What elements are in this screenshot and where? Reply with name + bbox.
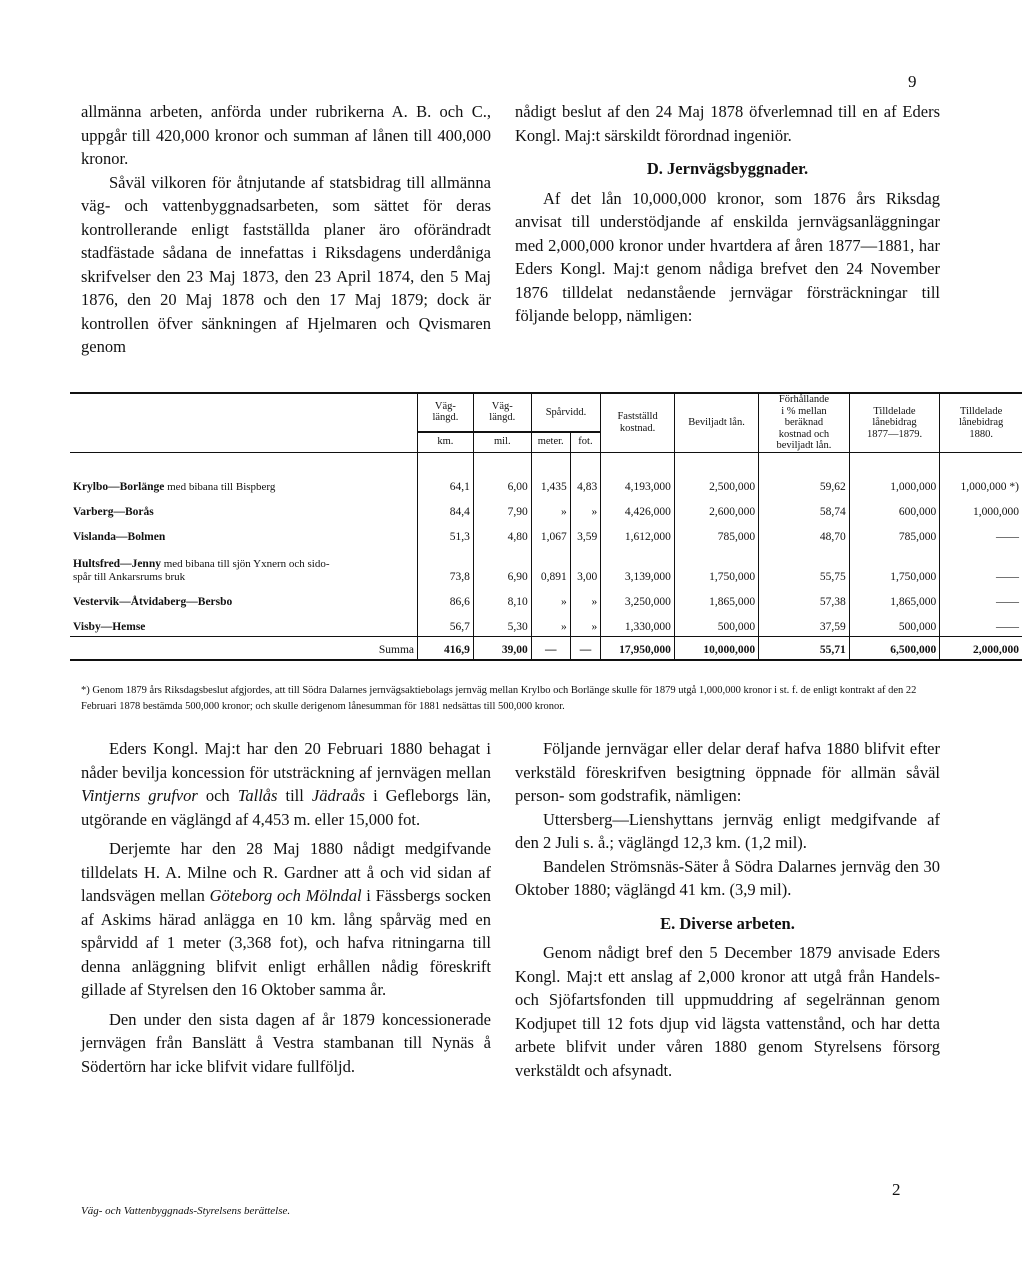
page-number: 9 [908, 72, 917, 91]
sum-row [70, 636, 1022, 660]
railway-name: Varberg—Borås [73, 505, 154, 518]
left-column-bottom [81, 737, 491, 1078]
cell-fot: » [570, 611, 601, 637]
cell-bev: 500,000 [674, 611, 758, 637]
sum-forh: 55,71 [759, 636, 850, 660]
cell-forh: 48,70 [759, 521, 850, 546]
table-row [70, 611, 1022, 637]
sum-t2: 2,000,000 [940, 636, 1022, 660]
railway-name: Hultsfred—Jenny med bibana till sjön Yxnern och sido- spår till Ankarsrums bruk [73, 557, 330, 583]
cell-fot: 4,83 [570, 452, 601, 496]
footnote: *) Genom 1879 års Riksdagsbeslut afgjordes, att till Södra Dalarnes jernvägsaktiebolags jernväg mellan Krylbo och Borlänge skulle för 1879 utgå 1,000,000 kronor i st. f. de enligt kontrakt af den 22 Februari 1878 bestämda 500,000 kronor; och skulle derigenom lånesumman för 1881 nedsättas till 500,000 kronor. [81, 685, 917, 712]
cell-fot: 3,59 [570, 521, 601, 546]
footer-title: Väg- och Vattenbyggnads-Styrelsens berättelse. [81, 1205, 291, 1217]
sum-label: Summa [70, 636, 418, 660]
cell-fast: 3,139,000 [601, 546, 675, 586]
cell-mil: 5,30 [473, 611, 531, 637]
cell-km: 51,3 [418, 521, 474, 546]
header-railway [70, 393, 418, 452]
cell-t1: 785,000 [849, 521, 940, 546]
cell-t2: 1,000,000 *) [940, 452, 1022, 496]
cell-t2: —— [940, 546, 1022, 586]
railway-loans-table [70, 392, 1022, 661]
sum-bev: 10,000,000 [674, 636, 758, 660]
cell-fast: 4,193,000 [601, 452, 675, 496]
cell-t1: 1,000,000 [849, 452, 940, 496]
cell-t2: —— [940, 586, 1022, 611]
paragraph: Den under den sista dagen af år 1879 koncessionerade jernvägen från Banslätt å Vestra stambanan till Nynäs å Södertörn har icke blifvit vidare fullföljd. [81, 1009, 491, 1076]
cell-t1: 600,000 [849, 496, 940, 521]
signature-mark: 2 [892, 1180, 901, 1199]
cell-km: 86,6 [418, 586, 474, 611]
cell-km: 56,7 [418, 611, 474, 637]
cell-bev: 1,865,000 [674, 586, 758, 611]
cell-meter: 1,435 [531, 452, 570, 496]
cell-t2: —— [940, 521, 1022, 546]
paragraph: allmänna arbeten, anförda under rubrikerna A. B. och C., uppgår till 420,000 kronor och summan af lånen till 400,000 kronor. [81, 102, 491, 168]
table-row [70, 546, 1022, 586]
railway-name: Vislanda—Bolmen [73, 530, 166, 543]
cell-fot: » [570, 496, 601, 521]
header-unit-meter: meter. [531, 432, 570, 452]
sum-meter: — [531, 636, 570, 660]
cell-meter: » [531, 496, 570, 521]
paragraph: Såväl vilkoren för åtnjutande af statsbidrag till allmänna väg- och vattenbyggnadsarbeten, som sättet för deras kontrollerande enligt fastställda planer äro oförändradt stadfästade sådana de innefattas i Riksdagens underdåniga skrifvelser den 23 Maj 1873, den 23 April 1874, den 5 Maj 1876, den 20 Maj 1878 och den 17 Maj 1879; dock är kontrollen öfver sänkningen af Hjelmaren och Qvismaren genom [81, 172, 491, 356]
cell-fast: 4,426,000 [601, 496, 675, 521]
header-length-km: Väg- längd. [418, 393, 474, 432]
header-granted-loan: Beviljadt lån. [674, 393, 758, 452]
table-row [70, 586, 1022, 611]
paragraph: Uttersberg—Lienshyttans jernväg enligt medgifvande af den 2 Juli s. å.; väglängd 12,3 km. (1,2 mil). [515, 809, 940, 852]
left-column-top [81, 100, 491, 359]
cell-meter: 0,891 [531, 546, 570, 586]
cell-km: 73,8 [418, 546, 474, 586]
cell-mil: 6,90 [473, 546, 531, 586]
cell-fot: » [570, 586, 601, 611]
right-column-bottom [515, 737, 940, 1082]
table-row [70, 496, 1022, 521]
sum-fast: 17,950,000 [601, 636, 675, 660]
cell-fast: 3,250,000 [601, 586, 675, 611]
header-length-mil: Väg- längd. [473, 393, 531, 432]
header-fixed-cost: Fastställd kostnad. [601, 393, 675, 452]
cell-bev: 1,750,000 [674, 546, 758, 586]
sum-t1: 6,500,000 [849, 636, 940, 660]
cell-mil: 4,80 [473, 521, 531, 546]
cell-forh: 55,75 [759, 546, 850, 586]
cell-bev: 2,600,000 [674, 496, 758, 521]
right-column-top [515, 100, 940, 328]
railway-name: Visby—Hemse [73, 620, 146, 633]
sum-fot: — [570, 636, 601, 660]
railway-name: Krylbo—Borlänge med bibana till Bispberg [73, 480, 276, 493]
cell-t2: 1,000,000 [940, 496, 1022, 521]
header-unit-mil: mil. [473, 432, 531, 452]
table-row [70, 452, 1022, 496]
paragraph: Bandelen Strömsnäs-Säter å Södra Dalarnes jernväg den 30 Oktober 1880; väglängd 41 km. (3,9 mil). [515, 856, 940, 899]
railway-name: Vestervik—Åtvidaberg—Bersbo [73, 595, 233, 608]
header-allocated-1880: Tilldelade lånebidrag 1880. [940, 393, 1022, 452]
paragraph: Af det lån 10,000,000 kronor, som 1876 års Riksdag anvisat till understödjande af enskilda jernvägsanläggningar med 2,000,000 kronor under hvartdera af åren 1877—1881, har Eders Kongl. Maj:t genom nådiga brefvet den 24 November 1876 tilldelat nedanstående jernvägar försträckningar till följande belopp, nämligen: [515, 188, 940, 325]
cell-forh: 59,62 [759, 452, 850, 496]
paragraph: nådigt beslut af den 24 Maj 1878 öfverlemnad till en af Eders Kongl. Maj:t särskildt förordnad ingeniör. [515, 102, 940, 145]
cell-fot: 3,00 [570, 546, 601, 586]
paragraph: Följande jernvägar eller delar deraf hafva 1880 blifvit efter verkstäld föreskrifven besigtning öppnade för allmän såväl person- som godstrafik, nämligen: [515, 739, 940, 805]
cell-km: 84,4 [418, 496, 474, 521]
paragraph: Eders Kongl. Maj:t har den 20 Februari 1880 behagat i nåder bevilja koncession för utsträckning af jernvägen mellan Vintjerns grufvor och Tallås till Jädraås i Gefleborgs län, utgörande en väglängd af 4,453 m. eller 15,000 fot. [81, 739, 492, 829]
cell-meter: 1,067 [531, 521, 570, 546]
cell-t1: 1,750,000 [849, 546, 940, 586]
cell-meter: » [531, 611, 570, 637]
header-unit-fot: fot. [570, 432, 601, 452]
cell-mil: 7,90 [473, 496, 531, 521]
sum-mil: 39,00 [473, 636, 531, 660]
paragraph: Derjemte har den 28 Maj 1880 nådigt medgifvande tilldelats H. A. Milne och R. Gardner att å och vid sidan af landsvägen mellan Göteborg och Mölndal i Fässbergs socken af Askims härad anlägga en 10 km. lång spårväg med en spårvidd af 1 meter (3,368 fot), och hafva ritningarna till denna anläggning blifvit enligt erhållen nådig föreskrift gillade af Styrelsen den 16 Oktober samma år. [81, 839, 491, 999]
section-heading-d: D. Jernvägsbyggnader. [646, 159, 809, 178]
cell-km: 64,1 [418, 452, 474, 496]
cell-mil: 6,00 [473, 452, 531, 496]
cell-fast: 1,612,000 [601, 521, 675, 546]
sum-km: 416,9 [418, 636, 474, 660]
header-unit-km: km. [418, 432, 474, 452]
cell-t1: 1,865,000 [849, 586, 940, 611]
cell-forh: 57,38 [759, 586, 850, 611]
header-ratio: Förhållande i % mellan beräknad kostnad och beviljadt lån. [759, 393, 850, 452]
cell-forh: 58,74 [759, 496, 850, 521]
cell-mil: 8,10 [473, 586, 531, 611]
section-heading-e: E. Diverse arbeten. [660, 913, 795, 933]
cell-bev: 785,000 [674, 521, 758, 546]
header-gauge: Spårvidd. [531, 393, 600, 432]
cell-meter: » [531, 586, 570, 611]
cell-bev: 2,500,000 [674, 452, 758, 496]
paragraph: Genom nådigt bref den 5 December 1879 anvisade Eders Kongl. Maj:t ett anslag af 2,000 kronor att utgå från Handels- och Sjöfartsfonden till uppmuddring af segelrännan genom Kodjupet till 12 fots djup vid lägsta vattenstånd, och har detta arbete blifvit under våren 1880 genom Styrelsens försorg verkstäldt och afsynadt. [515, 943, 940, 1080]
table-row [70, 521, 1022, 546]
cell-t1: 500,000 [849, 611, 940, 637]
cell-t2: —— [940, 611, 1022, 637]
header-allocated-1877: Tilldelade lånebidrag 1877—1879. [849, 393, 940, 452]
cell-forh: 37,59 [759, 611, 850, 637]
cell-fast: 1,330,000 [601, 611, 675, 637]
